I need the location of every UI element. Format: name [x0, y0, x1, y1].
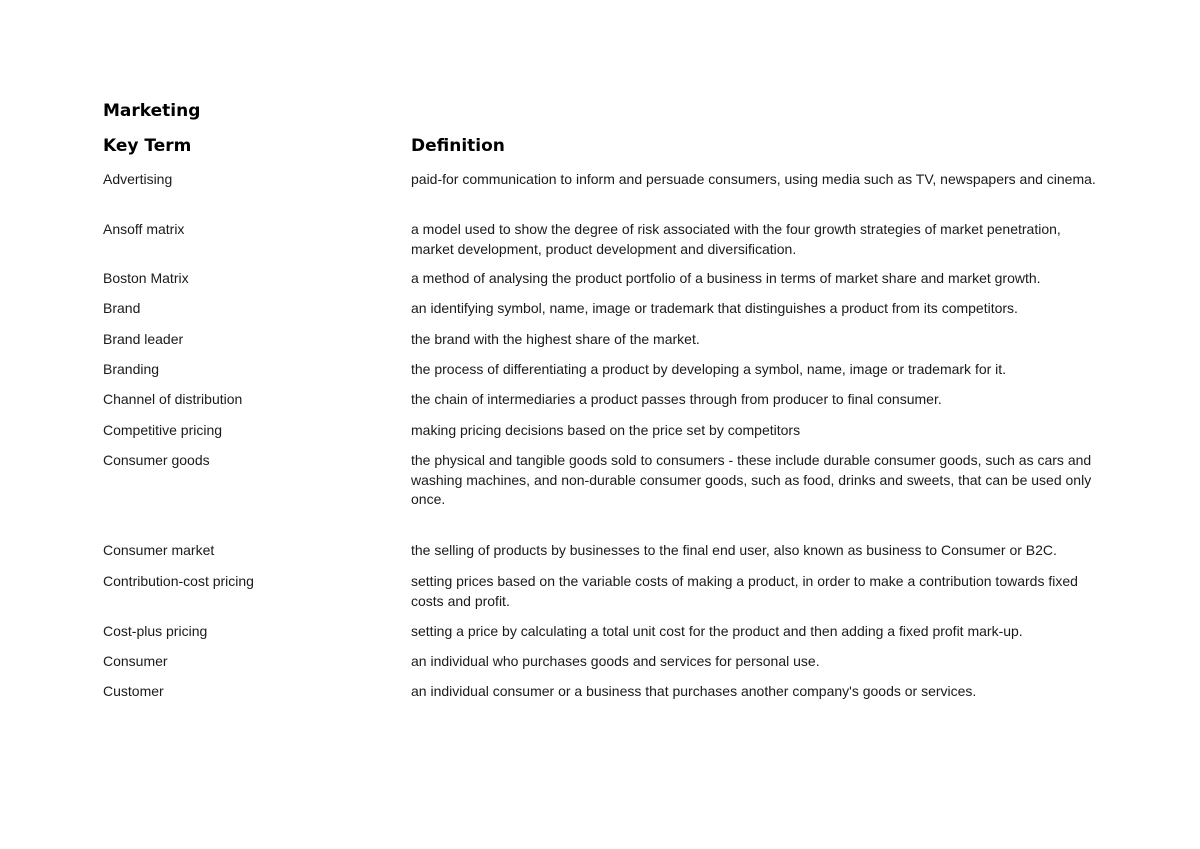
key-term: Consumer market — [103, 542, 215, 558]
definition: paid-for communication to inform and persuade consumers, using media such as TV, newspapers and cinema. — [411, 171, 1096, 187]
definition: the selling of products by businesses to the final end user, also known as business to Consumer or B2C. — [411, 542, 1057, 558]
definition: the brand with the highest share of the market. — [411, 331, 700, 347]
column-header-definition: Definition — [411, 136, 505, 156]
key-term: Brand leader — [103, 331, 184, 347]
key-term: Advertising — [103, 171, 173, 187]
definition: a model used to show the degree of risk associated with the four growth strategies of market penetration, market development, product development and diversification. — [411, 221, 1061, 257]
definition: setting a price by calculating a total unit cost for the product and then adding a fixed profit mark-up. — [411, 623, 1023, 639]
key-term: Channel of distribution — [103, 391, 243, 407]
definition: the chain of intermediaries a product passes through from producer to final consumer. — [411, 391, 942, 407]
definition: a method of analysing the product portfolio of a business in terms of market share and market growth. — [411, 270, 1041, 286]
key-term: Brand — [103, 300, 141, 316]
key-term: Ansoff matrix — [103, 221, 185, 237]
key-term: Branding — [103, 361, 160, 377]
definition: an identifying symbol, name, image or trademark that distinguishes a product from its competitors. — [411, 300, 1018, 316]
definition: making pricing decisions based on the price set by competitors — [411, 422, 801, 438]
key-term: Contribution-cost pricing — [103, 573, 254, 589]
key-term: Competitive pricing — [103, 422, 223, 438]
key-term: Customer — [103, 683, 164, 699]
definition: an individual who purchases goods and services for personal use. — [411, 653, 820, 669]
definition: the process of differentiating a product by developing a symbol, name, image or trademark for it. — [411, 361, 1007, 377]
key-term: Boston Matrix — [103, 270, 189, 286]
definition: an individual consumer or a business that purchases another company's goods or services. — [411, 683, 977, 699]
key-term: Consumer goods — [103, 452, 210, 468]
key-term: Consumer — [103, 653, 168, 669]
key-term: Cost-plus pricing — [103, 623, 208, 639]
definition: the physical and tangible goods sold to consumers - these include durable consumer goods, such as cars and washing machines, and non-durable consumer goods, such as food, drinks and sweets, that can be used only once. — [411, 452, 1092, 507]
definition: setting prices based on the variable costs of making a product, in order to make a contribution towards fixed costs and profit. — [411, 573, 1078, 609]
column-header-key-term: Key Term — [103, 136, 192, 156]
page-title: Marketing — [103, 101, 201, 121]
